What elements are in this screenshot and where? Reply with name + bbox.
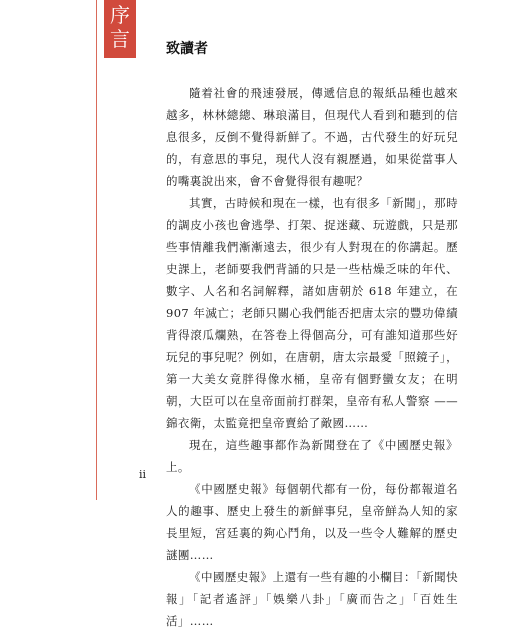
paragraph: 現在，這些趣事都作為新聞登在了《中國歷史報》上。 bbox=[166, 438, 458, 474]
page-title: 致讀者 bbox=[166, 41, 208, 57]
section-tab bbox=[104, 0, 136, 58]
paragraph: 《中國歷史報》上還有一些有趣的小欄目：「新聞快報」「記者遙評」「娛樂八卦」「廣而告之」「百姓生活」…… bbox=[166, 570, 458, 628]
section-tab-char-1: 序 bbox=[110, 3, 130, 27]
margin-rule bbox=[96, 0, 97, 500]
page-number: ii bbox=[139, 468, 147, 481]
paragraph: 其實，古時候和現在一樣，也有很多「新聞」，那時的調皮小孩也會逃學、打架、捉迷藏、玩遊戲，只是那些事情離我們漸漸遠去，很少有人對現在的你講起。歷史課上，老師要我們背誦的只是一些枯燥乏味的年代、數字、人名和名詞解釋，諸如唐朝於 618 年建立，在 907 年滅亡；老師只關心我們能否把唐太宗的豐功偉績背得滾瓜爛熟，在答卷上得個高分，可有誰知道那些好玩兒的事兒呢？例如，在唐朝，唐太宗最愛「照鏡子」，第一大美女竟胖得像水桶，皇帝有個野蠻女友；在明朝，大臣可以在皇帝面前打群架，皇帝有私人警察 —— 錦衣衛，太監竟把皇帝賣給了敵國…… bbox=[166, 196, 458, 430]
body-text bbox=[166, 82, 458, 632]
section-tab-char-2: 言 bbox=[110, 27, 130, 51]
paragraph: 《中國歷史報》每個朝代都有一份，每份都報道名人的趣事、歷史上發生的新鮮事兒，皇帝鮮為人知的家長里短，宮廷裏的夠心鬥角，以及一些令人難解的歷史謎團…… bbox=[166, 482, 458, 562]
paragraph: 隨着社會的飛速發展，傳遞信息的報紙品種也越來越多，林林總總、琳琅滿目，但現代人看到和聽到的信息很多，反倒不覺得新鮮了。不過，古代發生的好玩兒的，有意思的事兒，現代人沒有親歷過，如果從當事人的嘴裏說出來，會不會覺得很有趣呢？ bbox=[166, 86, 458, 188]
